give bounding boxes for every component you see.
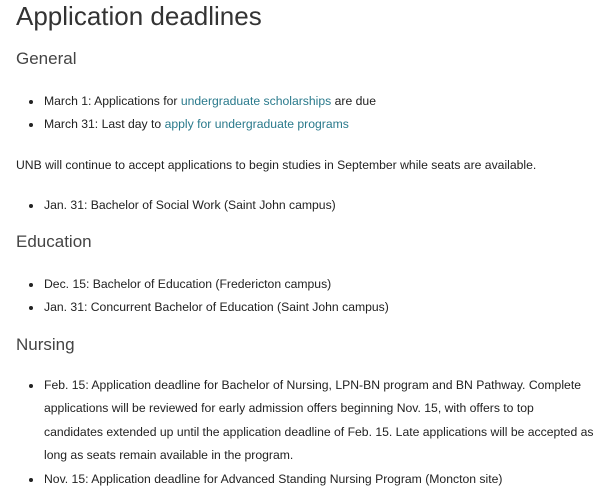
section-heading-nursing: Nursing bbox=[16, 335, 75, 354]
list-item: Jan. 31: Bachelor of Social Work (Saint John campus) bbox=[44, 194, 336, 217]
section-heading-general: General bbox=[16, 49, 77, 68]
general-note: UNB will continue to accept applications to begin studies in September while seats are available. bbox=[16, 158, 537, 172]
list-item-text: are due bbox=[331, 94, 376, 108]
apply-undergraduate-programs-link[interactable]: apply for undergraduate programs bbox=[164, 117, 349, 131]
list-item: Dec. 15: Bachelor of Education (Fredericton campus) bbox=[44, 273, 331, 296]
undergraduate-scholarships-link[interactable]: undergraduate scholarships bbox=[180, 94, 332, 108]
list-item: Jan. 31: Concurrent Bachelor of Education (Saint John campus) bbox=[44, 296, 389, 319]
list-item: Nov. 15: Application deadline for Advanced Standing Nursing Program (Moncton site) bbox=[44, 468, 502, 491]
section-heading-education: Education bbox=[16, 232, 92, 251]
page-title: Application deadlines bbox=[16, 1, 262, 31]
list-item: Feb. 15: Application deadline for Bachelor of Nursing, LPN-BN program and BN Pathway. Complete applications will be reviewed for early admission offers beginning Nov. 15, with offers to top candidates extended up until the application deadline of Feb. 15. Late applications will be accepted as long as seats remain available in the program. bbox=[44, 374, 594, 468]
list-item bbox=[44, 113, 349, 136]
list-item bbox=[44, 90, 376, 113]
list-item-text: March 31: Last day to bbox=[44, 117, 165, 131]
list-item-text: March 1: Applications for bbox=[44, 94, 181, 108]
